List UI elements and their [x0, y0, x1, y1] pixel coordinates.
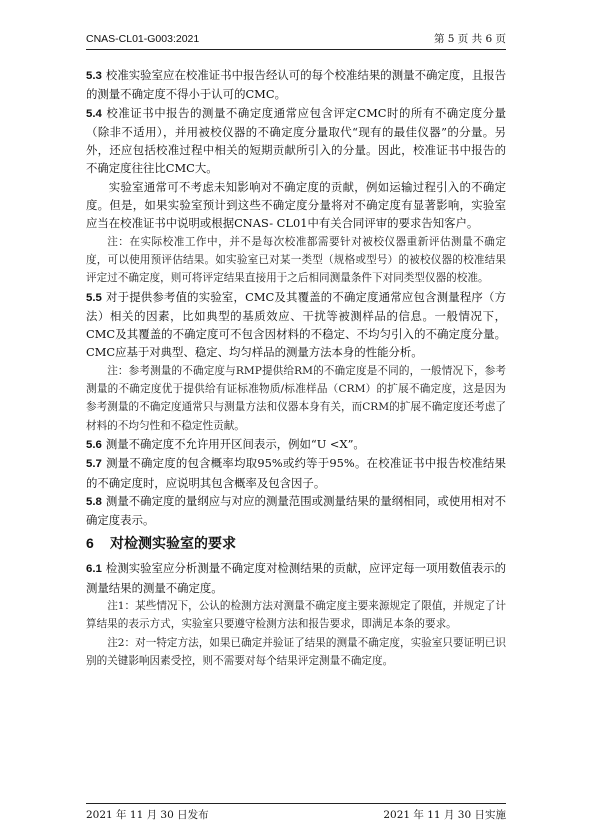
footer-rule	[86, 803, 506, 804]
document-body	[86, 66, 506, 670]
page-number: 第 5 页 共 6 页	[433, 33, 506, 45]
header-rule	[86, 49, 506, 50]
clause-5-5: 5.5 对于提供参考值的实验室，CMC及其覆盖的不确定度通常应包含测量程序（方法）相关的因素，比如典型的基质效应、干扰等被测样品的信息。一般情况下，CMC及其覆盖的不确定度可不包含因材料的不稳定、不均匀引入的不确定度分量。CMC应基于对典型、稳定、均匀样品的测量方法本身的性能分析。	[86, 289, 506, 360]
section-6-heading: 6 对检测实验室的要求	[86, 535, 236, 552]
note-5-5: 注：参考测量的不确定度与RMP提供给RM的不确定度是不同的，一般情况下，参考测量的不确定度优于提供给有证标准物质/标准样品（CRM）的扩展不确定度，这是因为参考测量的不确定度通常只与测量方法和仪器本身有关，而CRM的扩展不确定度还考虑了材料的不均匀性和不稳定性贡献。	[86, 364, 506, 432]
note-6-1-1: 注1：某些情况下，公认的检测方法对测量不确定度主要来源规定了限值，并规定了计算结果的表示方式，实验室只要遵守检测方法和报告要求，即满足本条的要求。	[86, 600, 506, 631]
clause-5-6: 5.6 测量不确定度不允许用开区间表示，例如“U <X”。	[86, 436, 365, 451]
note-6-1-2: 注2：对一特定方法，如果已确定并验证了结果的测量不确定度，实验室只要证明已识别的关键影响因素受控，则不需要对每个结果评定测量不确定度。	[86, 636, 506, 667]
clause-5-4-paragraph: 实验室通常可不考虑未知影响对不确定度的贡献，例如运输过程引入的不确定度。但是，如果实验室预计到这些不确定度分量将对不确定度有显著影响，实验室应当在校准证书中说明或根据CNAS- CL01中有关合同评审的要求告知客户。	[86, 179, 506, 231]
clause-5-3: 5.3 校准实验室应在校准证书中报告经认可的每个校准结果的测量不确定度，且报告的测量不确定度不得小于认可的CMC。	[86, 68, 506, 102]
note-5-4: 注：在实际校准工作中，并不是每次校准都需要针对被校仪器重新评估测量不确定度，可以使用预评估结果。如实验室已对某一类型（规格或型号）的被校仪器的校准结果评定过不确定度，则可将评定结果直接用于之后相同测量条件下对同类型仪器的校准。	[86, 235, 506, 285]
effective-date: 2021 年 11 月 30 日实施	[383, 809, 506, 821]
document-code: CNAS-CL01-G003:2021	[86, 33, 200, 45]
issue-date: 2021 年 11 月 30 日发布	[86, 809, 209, 821]
page-header	[86, 32, 506, 46]
clause-5-8: 5.8 测量不确定度的量纲应与对应的测量范围或测量结果的量纲相同，或使用相对不确定度表示。	[86, 493, 506, 528]
clause-5-7: 5.7 测量不确定度的包含概率均取95%或约等于95%。在校准证书中报告校准结果的不确定度时，应说明其包含概率及包含因子。	[86, 456, 506, 490]
page-footer	[86, 808, 506, 822]
clause-5-4: 5.4 校准证书中报告的测量不确定度通常应包含评定CMC时的所有不确定度分量（除非不适用），并用被校仪器的不确定度分量取代“现有的最佳仪器”的分量。另外，还应包括校准过程中相关的短期贡献所引入的分量。因此，校准证书中报告的不确定度往往比CMC大。	[86, 105, 506, 176]
clause-6-1: 6.1 检测实验室应分析测量不确定度对检测结果的贡献，应评定每一项用数值表示的测量结果的测量不确定度。	[86, 561, 506, 595]
